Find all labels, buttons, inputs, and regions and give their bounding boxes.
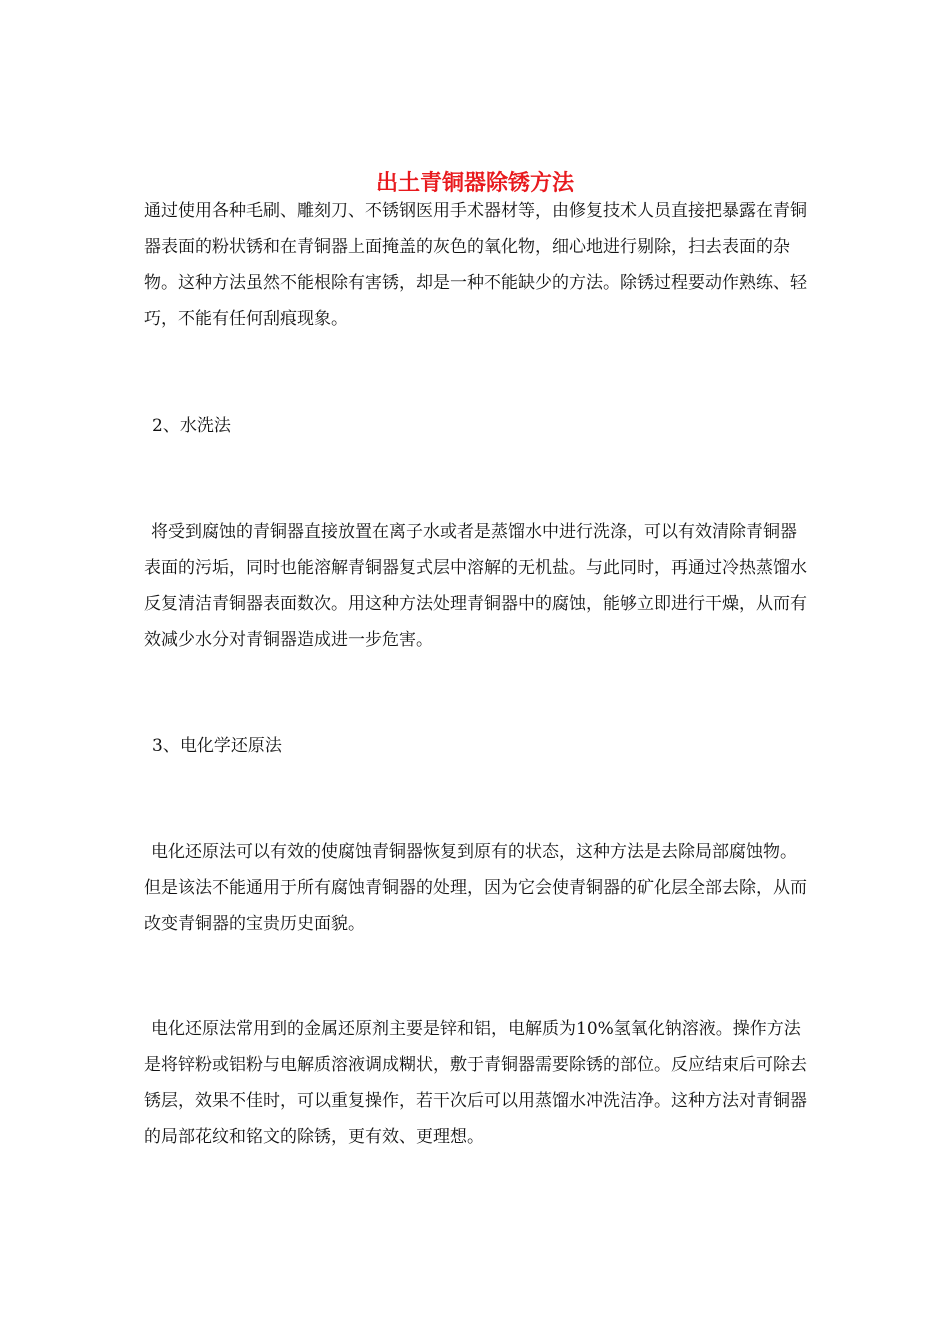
section-heading-water-wash: 2、水洗法: [152, 416, 231, 436]
page-title: 出土青铜器除锈方法: [375, 169, 574, 196]
paragraph-electrochemical-method: 电化还原法常用到的金属还原剂主要是锌和铝，电解质为10%氢氧化钠溶液。操作方法是将锌粉或铝粉与电解质溶液调成糊状，敷于青铜器需要除锈的部位。反应结束后可除去锈层，效果不佳时，可以重复操作，若干次后可以用蒸馏水冲洗洁净。这种方法对青铜器的局部花纹和铭文的除锈，更有效、更理想。: [144, 1019, 807, 1147]
section-heading-electrochemical: 3、电化学还原法: [152, 736, 282, 756]
paragraph-water-wash: 将受到腐蚀的青铜器直接放置在离子水或者是蒸馏水中进行洗涤，可以有效清除青铜器表面的污垢，同时也能溶解青铜器复式层中溶解的无机盐。与此同时，再通过冷热蒸馏水反复清洁青铜器表面数次。用这种方法处理青铜器中的腐蚀，能够立即进行干燥，从而有效减少水分对青铜器造成进一步危害。: [144, 522, 807, 650]
paragraph-manual-removal: 通过使用各种毛刷、雕刻刀、不锈钢医用手术器材等，由修复技术人员直接把暴露在青铜器表面的粉状锈和在青铜器上面掩盖的灰色的氧化物，细心地进行剔除，扫去表面的杂物。这种方法虽然不能根除有害锈，却是一种不能缺少的方法。除锈过程要动作熟练、轻巧，不能有任何刮痕现象。: [144, 201, 807, 329]
paragraph-electrochemical-intro: 电化还原法可以有效的使腐蚀青铜器恢复到原有的状态，这种方法是去除局部腐蚀物。但是该法不能通用于所有腐蚀青铜器的处理，因为它会使青铜器的矿化层全部去除，从而改变青铜器的宝贵历史面貌。: [144, 842, 807, 934]
